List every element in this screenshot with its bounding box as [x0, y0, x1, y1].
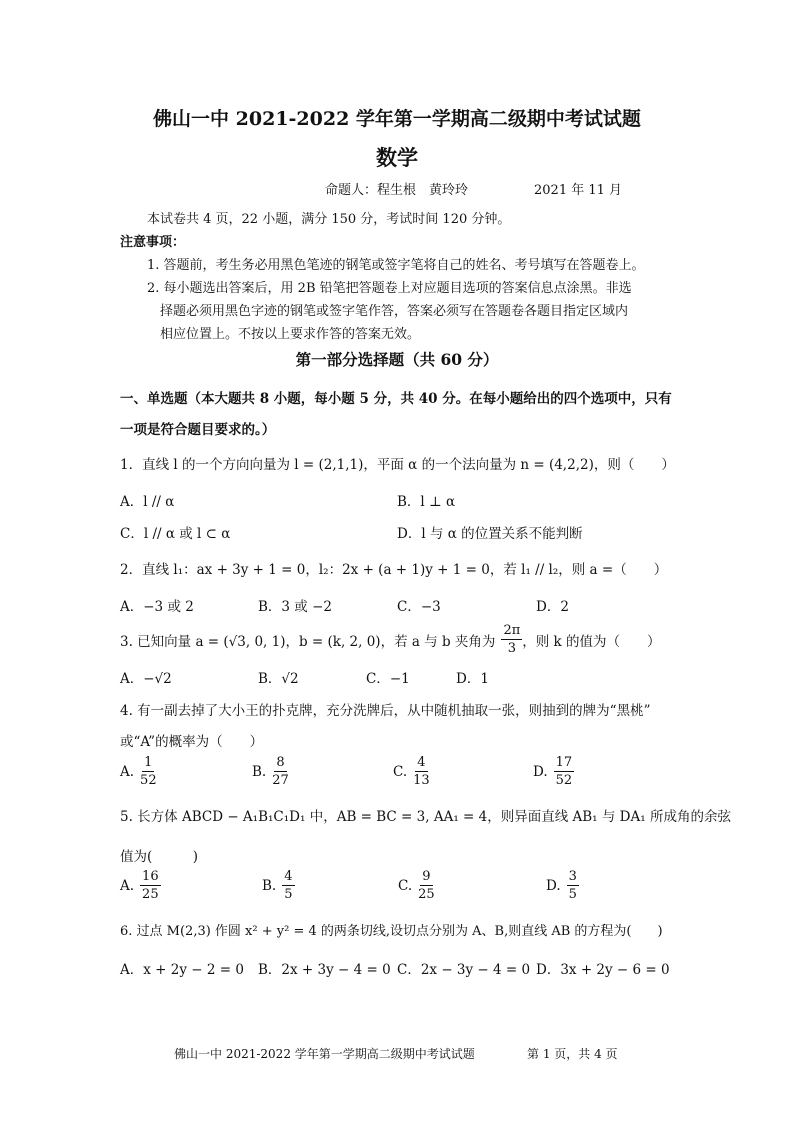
q5-option-b: [262, 870, 295, 901]
frac-den: 25: [142, 887, 159, 902]
frac-num: 16: [142, 869, 159, 884]
frac-num: 4: [417, 755, 426, 770]
q1-option-c: C．l // α 或 l ⊂ α: [120, 526, 231, 542]
notice-item: 择题必须用黑色字迹的钢笔或签字笔作答，答案必须写在答题卷各题目指定区域内: [160, 304, 629, 319]
option-fraction: [282, 870, 294, 901]
option-label: B.: [252, 763, 267, 780]
q6-option-a: A．x + 2y − 2 = 0: [120, 962, 244, 978]
q3-stem-post: ，则 k 的值为（ ）: [522, 633, 661, 650]
exam-authors: 命题人：程生根 黄玲玲: [325, 183, 469, 198]
frac-num: 8: [276, 755, 285, 770]
notice-item: 1. 答题前，考生务必用黑色笔迹的钢笔或签字笔将自己的姓名、考号填写在答题卷上。: [147, 258, 645, 273]
option-label: D.: [533, 763, 548, 780]
q2-option-a: A．−3 或 2: [120, 599, 194, 615]
notice-item: 相应位置上。不按以上要求作答的答案无效。: [160, 327, 421, 342]
question-6-stem: 6. 过点 M(2,3) 作圆 x² + y² = 4 的两条切线,设切点分别为 A、B,则直线 AB 的方程为( ): [120, 924, 663, 939]
q3-frac-den: 3: [507, 641, 516, 656]
question-4-line2: 或“A”的概率为（ ）: [120, 734, 264, 750]
q5-option-c: [398, 870, 435, 901]
frac-num: 1: [144, 755, 153, 770]
mc-heading: 一项是符合题目要求的。）: [120, 422, 276, 438]
frac-den: 13: [413, 773, 430, 788]
q5-option-d: [546, 870, 579, 901]
frac-den: 5: [568, 887, 577, 902]
q1-option-a: A．l // α: [120, 494, 175, 510]
subject-title: 数学: [376, 145, 418, 170]
frac-den: 27: [272, 773, 289, 788]
question-2-stem: 2．直线 l₁：ax + 3y + 1 = 0，l₂：2x + (a + 1)y + 1 = 0，若 l₁ // l₂，则 a =（ ）: [120, 562, 668, 578]
q1-option-d: D．l 与 α 的位置关系不能判断: [397, 526, 583, 542]
q3-option-d: D．1: [456, 671, 489, 687]
frac-den: 52: [140, 773, 157, 788]
q4-option-d: [533, 756, 574, 787]
frac-num: 4: [284, 869, 293, 884]
q2-option-c: C．−3: [397, 599, 441, 615]
question-4-line1: 4. 有一副去掉了大小王的扑克牌，充分洗牌后，从中随机抽取一张，则抽到的牌为“黑桃”: [120, 703, 651, 719]
question-5-line2: 值为( ): [120, 849, 199, 865]
q3-frac-num: 2π: [503, 623, 521, 638]
q3-option-a: A．−√2: [120, 671, 172, 687]
frac-den: 25: [418, 887, 435, 902]
exam-title: 佛山一中 2021-2022 学年第一学期高二级期中考试试题: [153, 108, 641, 130]
option-label: B.: [262, 877, 277, 894]
frac-num: 3: [568, 869, 577, 884]
option-label: A.: [120, 877, 135, 894]
option-label: C.: [393, 763, 408, 780]
option-fraction: [554, 756, 575, 787]
q3-stem-pre: 3. 已知向量 a = (√3, 0, 1)，b = (k, 2, 0)，若 a 与 b 夹角为: [120, 633, 496, 650]
frac-num: 9: [422, 869, 431, 884]
q4-option-a: [120, 756, 157, 787]
mc-heading: 一、单选题（本大题共 8 小题，每小题 5 分，共 40 分。在每小题给出的四个选项中，只有: [120, 391, 672, 407]
option-fraction: [272, 756, 289, 787]
q3-angle-fraction: [501, 624, 522, 655]
frac-den: 5: [284, 887, 293, 902]
q6-option-c: C．2x − 3y − 4 = 0: [397, 962, 531, 978]
footer-page-number: 第 1 页，共 4 页: [527, 1047, 618, 1061]
footer-exam-title: 佛山一中 2021-2022 学年第一学期高二级期中考试试题: [174, 1047, 475, 1061]
q6-option-d: D．3x + 2y − 6 = 0: [536, 962, 670, 978]
option-fraction: [418, 870, 435, 901]
question-3-stem: [120, 624, 661, 655]
option-fraction: [140, 756, 157, 787]
exam-date: 2021 年 11 月: [534, 183, 623, 198]
q5-option-a: [120, 870, 161, 901]
q2-option-b: B．3 或 −2: [258, 599, 332, 615]
question-5-line1: 5. 长方体 ABCD − A₁B₁C₁D₁ 中，AB = BC = 3, AA₁ = 4，则异面直线 AB₁ 与 DA₁ 所成角的余弦: [120, 809, 731, 825]
option-fraction: [413, 756, 430, 787]
exam-intro: 本试卷共 4 页，22 小题，满分 150 分，考试时间 120 分钟。: [147, 212, 511, 227]
frac-num: 17: [555, 755, 573, 770]
q1-option-b: B．l ⊥ α: [397, 494, 456, 510]
option-label: A.: [120, 763, 135, 780]
question-1-stem: 1．直线 l 的一个方向向量为 l = (2,1,1)，平面 α 的一个法向量为 n = (4,2,2)，则（ ）: [120, 457, 675, 473]
q4-option-b: [252, 756, 289, 787]
section-heading: 第一部分选择题（共 60 分）: [295, 350, 499, 369]
q3-option-c: C．−1: [366, 671, 410, 687]
notice-item: 2. 每小题选出答案后，用 2B 铅笔把答题卷上对应题目选项的答案信息点涂黑。非选: [147, 281, 632, 296]
frac-den: 52: [555, 773, 573, 788]
option-fraction: [140, 870, 161, 901]
option-label: C.: [398, 877, 413, 894]
q6-option-b: B．2x + 3y − 4 = 0: [258, 962, 391, 978]
option-fraction: [567, 870, 579, 901]
q2-option-d: D．2: [536, 599, 569, 615]
q4-option-c: [393, 756, 430, 787]
notice-heading: 注意事项：: [120, 235, 186, 250]
q3-option-b: B．√2: [258, 671, 299, 687]
option-label: D.: [546, 877, 561, 894]
